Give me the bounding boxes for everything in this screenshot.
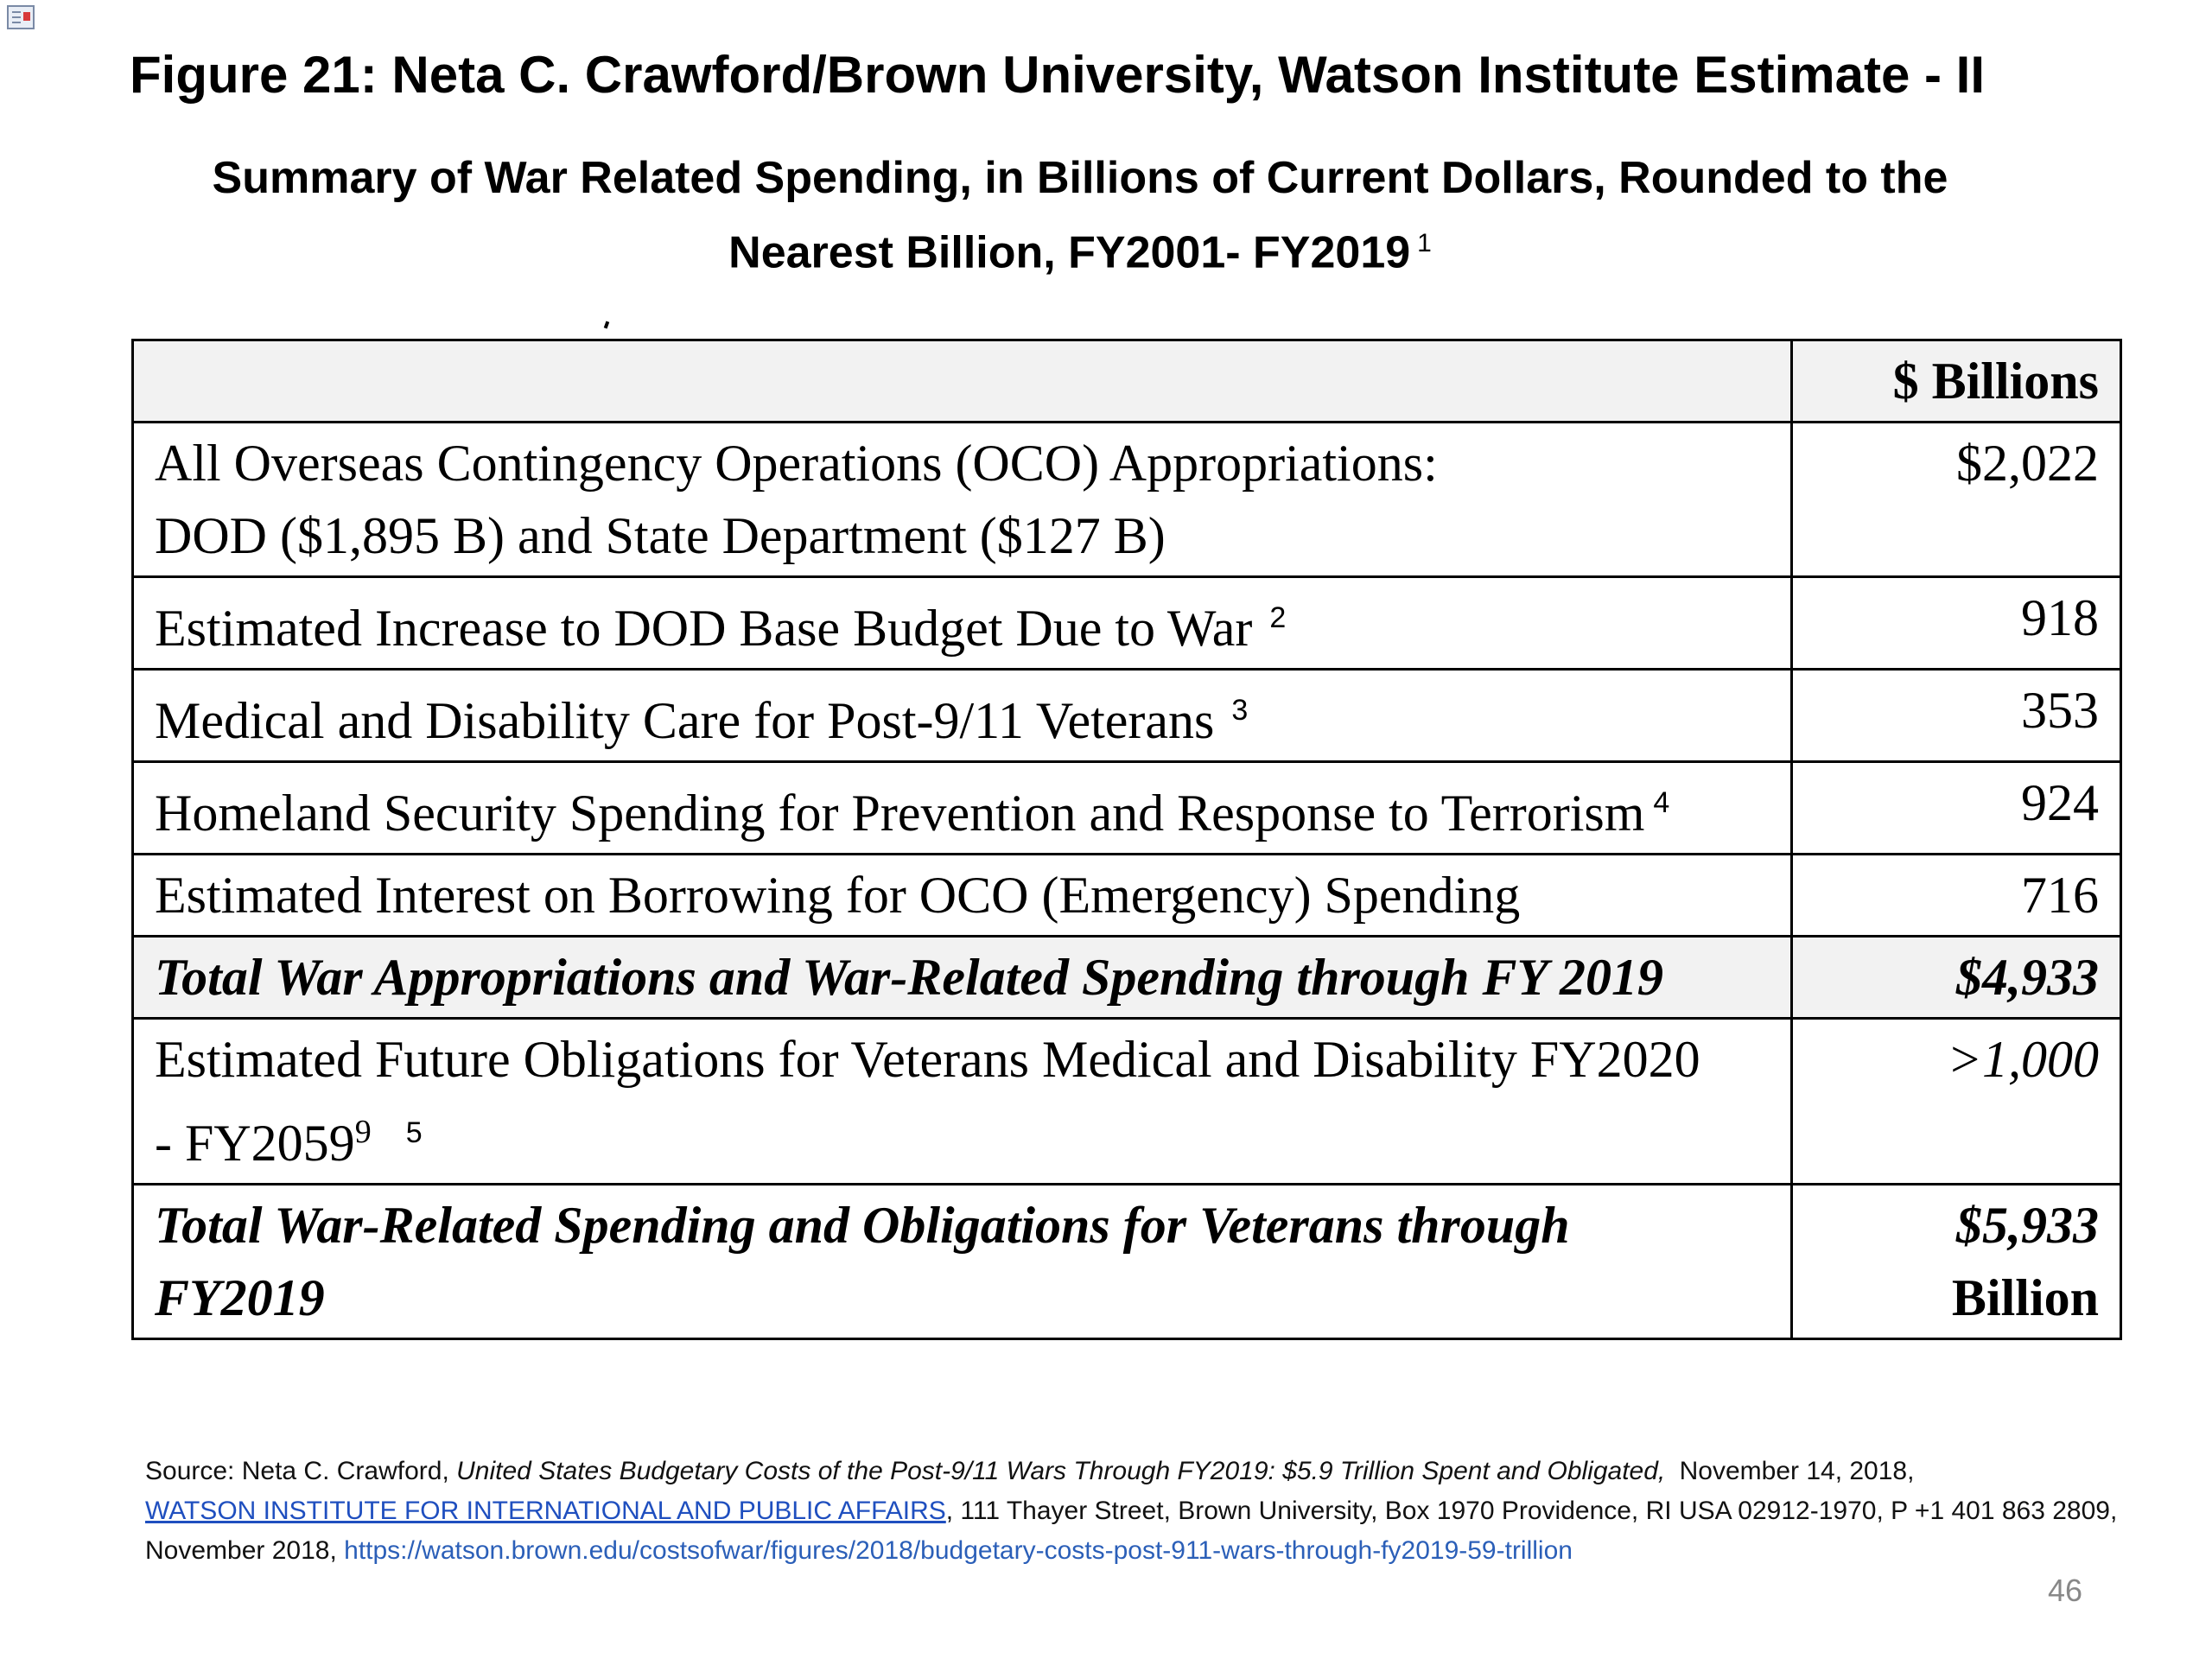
subtitle-line-2 [130, 211, 2031, 285]
grand-total-label-line-1: Total War-Related Spending and Obligations for Veterans through [155, 1197, 1570, 1254]
grand-total-label [133, 1185, 1792, 1339]
row-label: Estimated Interest on Borrowing for OCO (Emergency) Spending [133, 855, 1792, 937]
total-value: $4,933 [1792, 937, 2121, 1019]
row-label-line-2: DOD ($1,895 B) and State Department ($127 B) [155, 507, 1166, 564]
subtitle-footnote: 1 [1417, 229, 1432, 257]
table-row [133, 762, 2121, 855]
source-address: , 111 Thayer Street, Brown University, Box 1970 Providence, RI USA 02912-1970, P +1 401 863 2809, November 2018, [145, 1497, 2118, 1565]
future-label-line-1: Estimated Future Obligations for Veterans Medical and Disability FY2020 [155, 1031, 1700, 1088]
table-header-row [133, 340, 2121, 423]
header-value-cell: $ Billions [1792, 340, 2121, 423]
total-row [133, 937, 2121, 1019]
row-footnote: 4 [1653, 786, 1670, 819]
row-label-line-1: All Overseas Contingency Operations (OCO) Appropriations: [155, 435, 1438, 492]
row-label-text: Medical and Disability Care for Post-9/11 Veterans [155, 692, 1215, 749]
grand-total-unit: Billion [1951, 1269, 2099, 1326]
grand-total-label-line-2: FY2019 [155, 1269, 325, 1326]
grand-total-amount: $5,933 [1956, 1197, 2099, 1254]
future-obligations-row [133, 1019, 2121, 1185]
page-number: 46 [2048, 1573, 2083, 1608]
spending-table [131, 339, 2122, 1340]
row-label [133, 762, 1792, 855]
row-label [133, 577, 1792, 670]
source-url-link[interactable]: https://watson.brown.edu/costsofwar/figures/2018/budgetary-costs-post-911-wars-through-fy2019-59-trillion [344, 1536, 1573, 1565]
table-row [133, 577, 2121, 670]
source-publication-title: United States Budgetary Costs of the Post-9/11 Wars Through FY2019: $5.9 Trillion Spent and Obligated, [456, 1457, 1666, 1485]
table-row [133, 670, 2121, 762]
header-label-cell [133, 340, 1792, 423]
future-value: >1,000 [1792, 1019, 2121, 1185]
row-value: 716 [1792, 855, 2121, 937]
row-value: 353 [1792, 670, 2121, 762]
grand-total-value [1792, 1185, 2121, 1339]
future-label-line-2 [155, 1096, 1770, 1179]
total-label: Total War Appropriations and War-Related Spending through FY 2019 [133, 937, 1792, 1019]
grand-total-row [133, 1185, 2121, 1339]
row-footnote: 2 [1269, 601, 1287, 634]
stray-mark [604, 321, 609, 329]
future-label-line-2-text: - FY2059 [155, 1115, 355, 1172]
row-value: $2,022 [1792, 423, 2121, 577]
future-label [133, 1019, 1792, 1185]
row-value: 918 [1792, 577, 2121, 670]
slide-icon [7, 5, 35, 29]
watson-institute-link[interactable]: WATSON INSTITUTE FOR INTERNATIONAL AND PUBLIC AFFAIRS [145, 1497, 946, 1525]
table-row [133, 855, 2121, 937]
subtitle [130, 145, 2031, 285]
table-row [133, 423, 2121, 577]
source-citation [145, 1452, 2124, 1571]
row-label [133, 423, 1792, 577]
source-prefix: Source: Neta C. Crawford, [145, 1457, 449, 1485]
future-superscript: 9 [354, 1114, 372, 1150]
row-footnote: 3 [1231, 694, 1249, 727]
row-label-text: Estimated Increase to DOD Base Budget Due to War [155, 600, 1253, 657]
future-footnote: 5 [405, 1116, 423, 1149]
row-value: 924 [1792, 762, 2121, 855]
source-date: November 14, 2018, [1679, 1457, 1915, 1485]
subtitle-line-1: Summary of War Related Spending, in Billions of Current Dollars, Rounded to the [212, 153, 1948, 203]
row-label-text: Homeland Security Spending for Prevention and Response to Terrorism [155, 785, 1645, 842]
row-label [133, 670, 1792, 762]
subtitle-line-2-text: Nearest Billion, FY2001- FY2019 [728, 227, 1411, 278]
page-title: Figure 21: Neta C. Crawford/Brown University, Watson Institute Estimate - II [130, 46, 1985, 104]
